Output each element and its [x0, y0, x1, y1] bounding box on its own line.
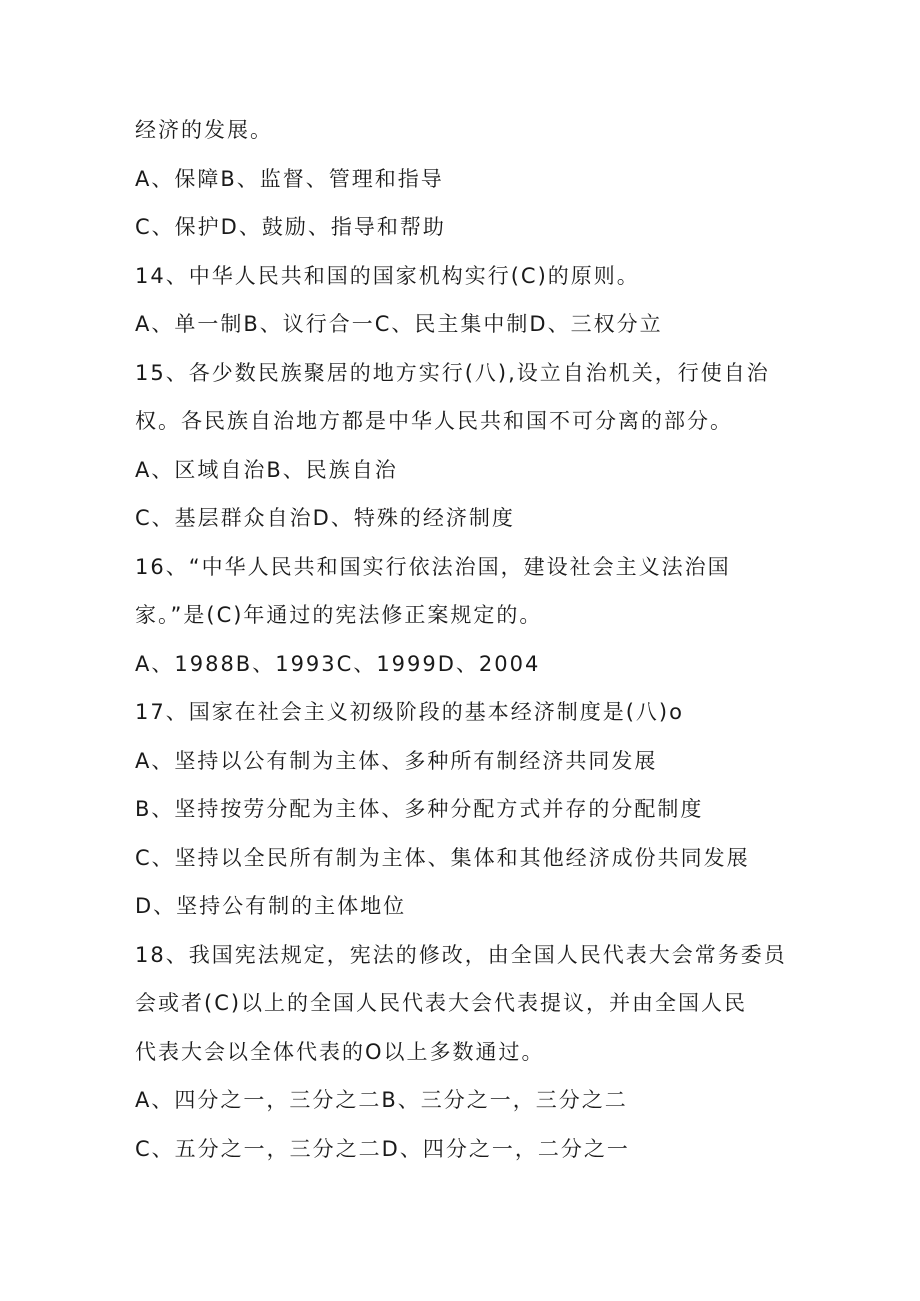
text-line: A、保障B、监督、管理和指导: [135, 167, 444, 191]
text-line: B、坚持按劳分配为主体、多种分配方式并存的分配制度: [135, 797, 704, 821]
text-line: A、单一制B、议行合一C、民主集中制D、三权分立: [135, 312, 663, 336]
text-line: D、坚持公有制的主体地位: [135, 894, 407, 918]
text-line: A、四分之一，三分之二B、三分之一，三分之二: [135, 1088, 628, 1112]
text-line: 代表大会以全体代表的O以上多数通过。: [135, 1040, 545, 1064]
text-line: A、1988B、1993C、1999D、2004: [135, 652, 541, 676]
text-line: 家。”是(C)年通过的宪法修正案规定的。: [135, 603, 543, 627]
text-line: C、基层群众自治D、特殊的经济制度: [135, 506, 515, 530]
text-line: 15、各少数民族聚居的地方实行(八),设立自治机关，行使自治: [135, 361, 770, 385]
text-line: C、保护D、鼓励、指导和帮助: [135, 215, 446, 239]
text-line: 权。各民族自治地方都是中华人民共和国不可分离的部分。: [135, 409, 733, 433]
text-line: 18、我国宪法规定，宪法的修改，由全国人民代表大会常务委员: [135, 943, 787, 967]
text-line: C、五分之一，三分之二D、四分之一，二分之一: [135, 1137, 630, 1161]
text-line: 经济的发展。: [135, 118, 273, 142]
text-line: A、区域自治B、民族自治: [135, 458, 398, 482]
text-line: 14、中华人民共和国的国家机构实行(C)的原则。: [135, 264, 640, 288]
text-line: C、坚持以全民所有制为主体、集体和其他经济成份共同发展: [135, 846, 750, 870]
text-line: 16、“中华人民共和国实行依法治国，建设社会主义法治国: [135, 555, 731, 579]
text-line: 17、国家在社会主义初级阶段的基本经济制度是(八)o: [135, 700, 684, 724]
text-line: 会或者(C)以上的全国人民代表大会代表提议，并由全国人民: [135, 991, 748, 1015]
text-line: A、坚持以公有制为主体、多种所有制经济共同发展: [135, 749, 658, 773]
